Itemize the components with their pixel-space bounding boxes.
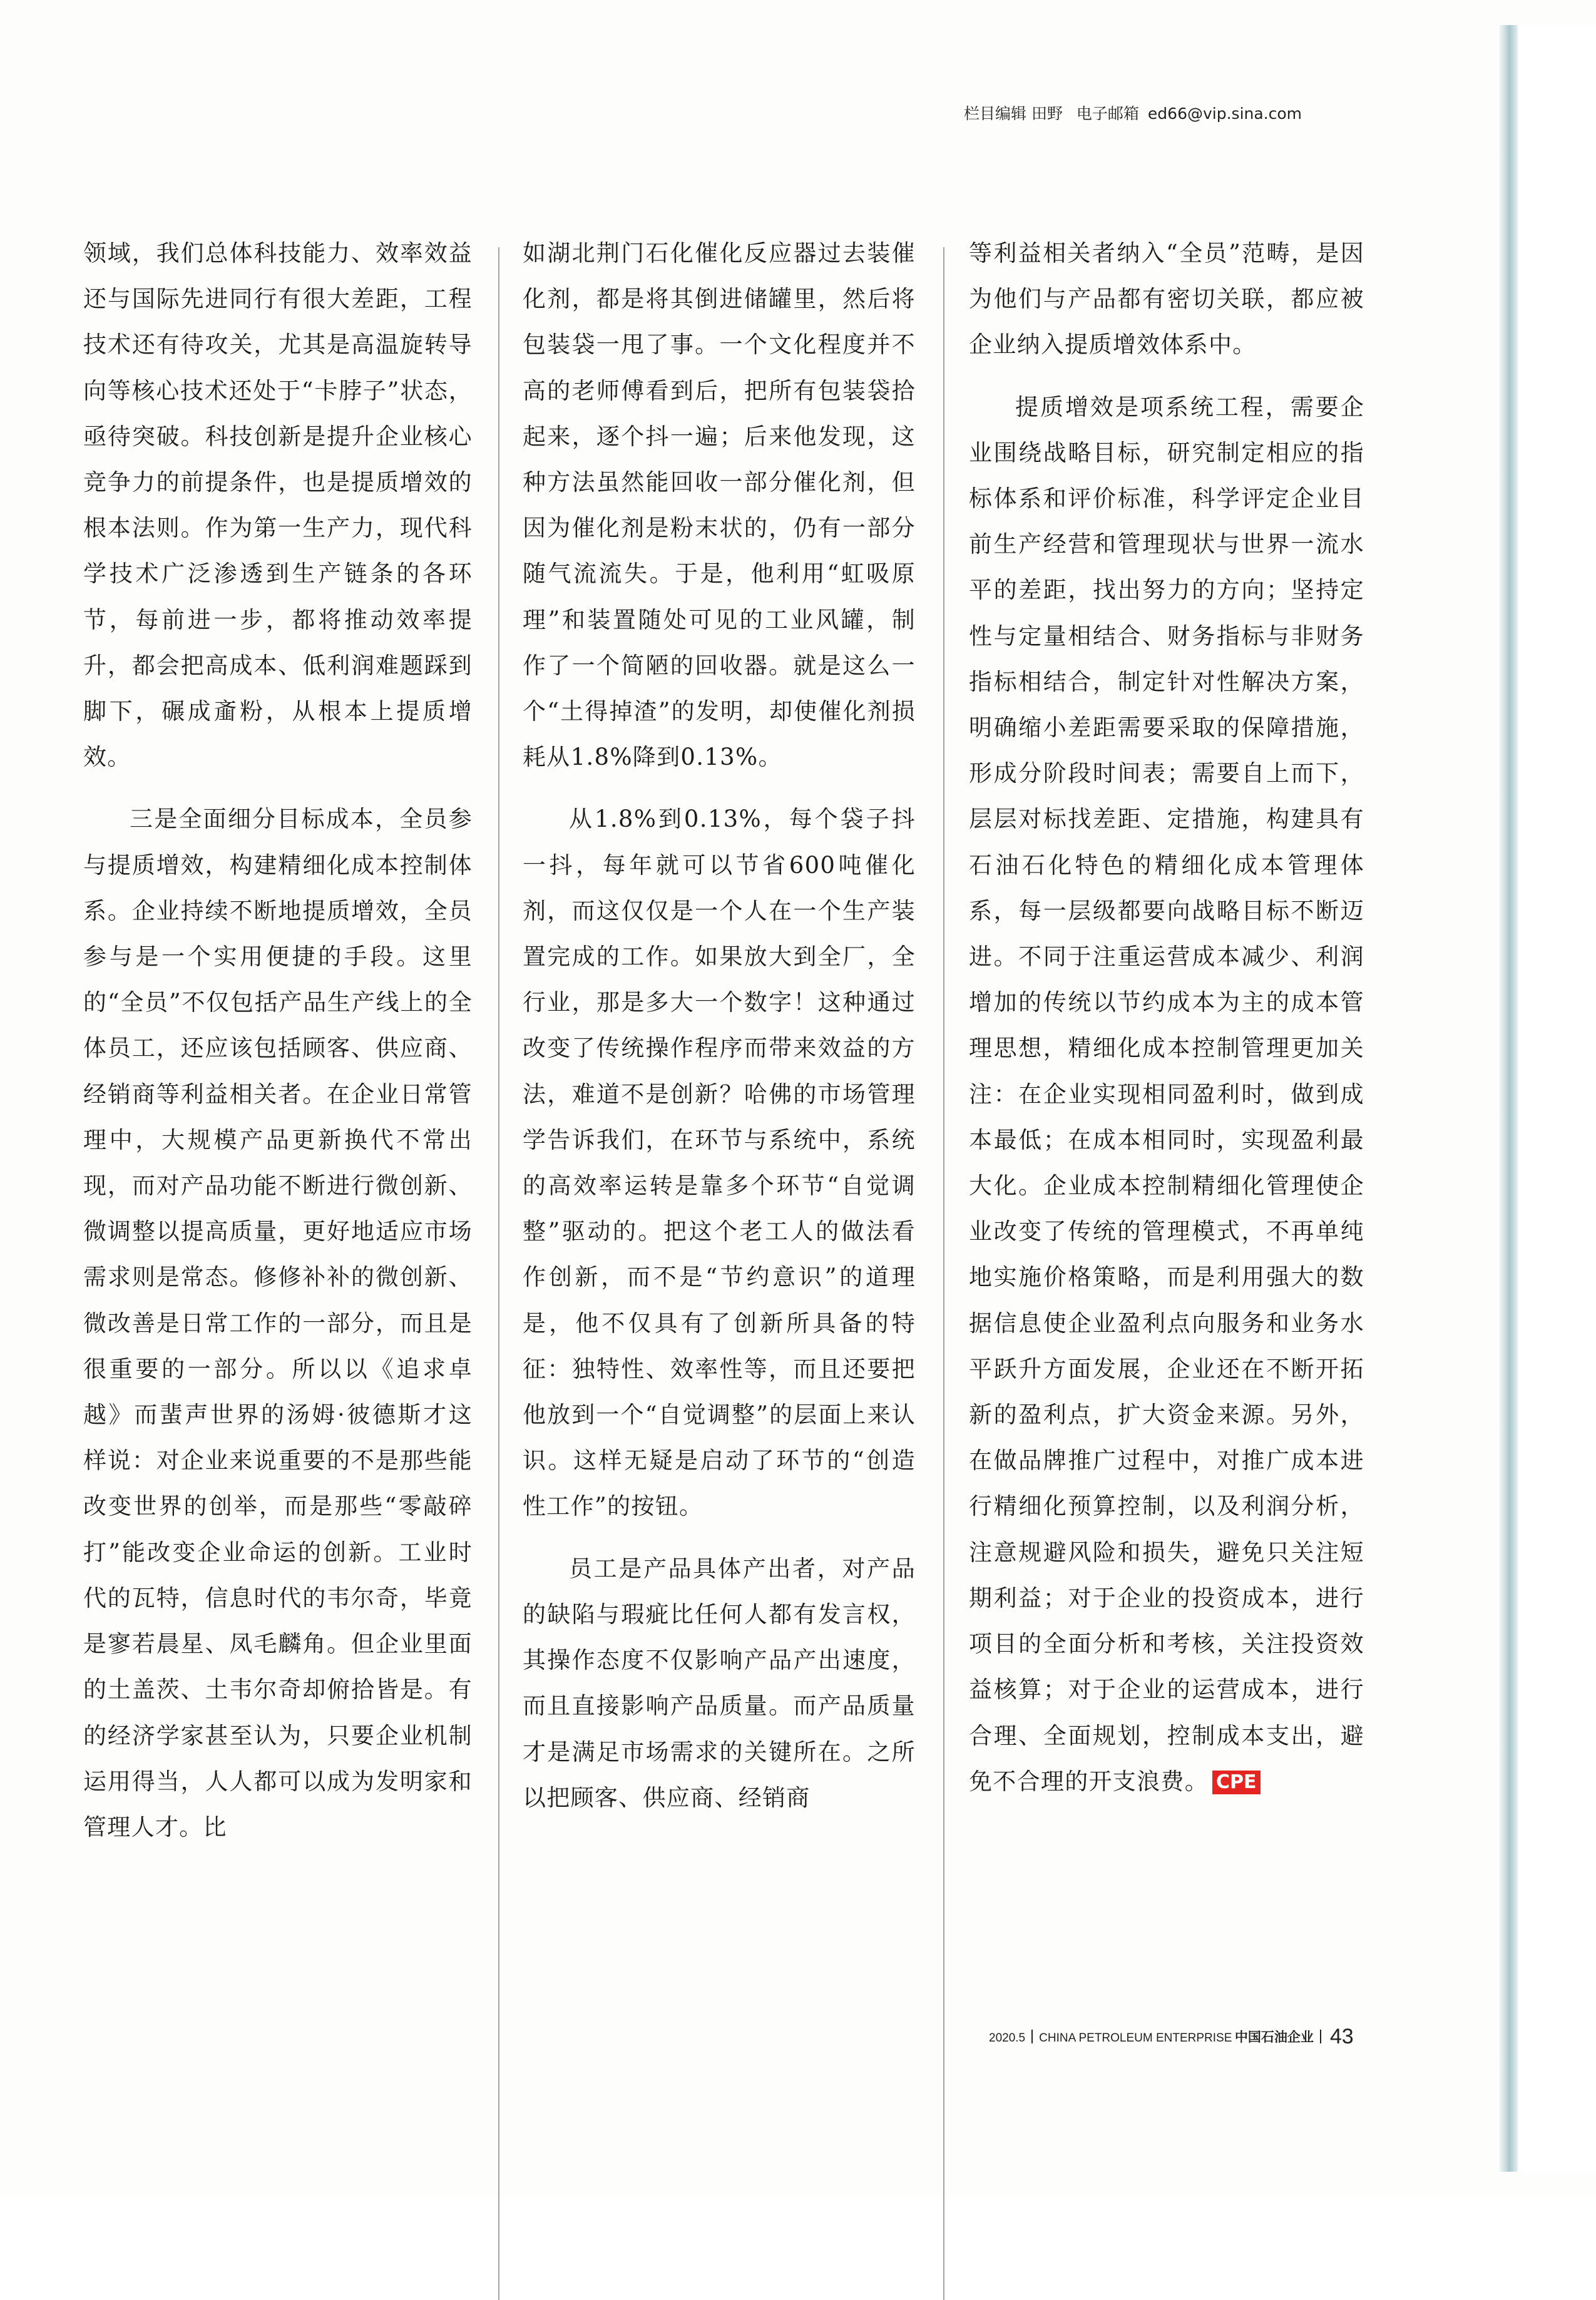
paragraph: 等利益相关者纳入“全员”范畴，是因为他们与产品都有密切关联，都应被企业纳入提质增效体系中。: [969, 240, 1364, 359]
column-divider: [498, 247, 499, 2300]
page-header: [964, 101, 1364, 124]
cpe-end-mark-icon: CPE: [1212, 1771, 1261, 1794]
footer-separator: [1320, 2030, 1321, 2043]
magazine-name-cn: 中国石油企业: [1234, 2029, 1314, 2045]
text-column-3: [969, 230, 1364, 1821]
paragraph: 三是全面细分目标成本，全员参与提质增效，构建精细化成本控制体系。企业持续不断地提质增效，全员参与是一个实用便捷的手段。这里的“全员”不仅包括产品生产线上的全体员工，还应该包括顾客、供应商、经销商等利益相关者。在企业日常管理中，大规模产品更新换代不常出现，而对产品功能不断进行微创新、微调整以提高质量，更好地适应市场需求则是常态。修修补补的微创新、微改善是日常工作的一部分，而且是很重要的一部分。所以以《追求卓越》而蜚声世界的汤姆·彼德斯才这样说：对企业来说重要的不是那些能改变世界的创举，而是那些“零敲碎打”能改变企业命运的创新。工业时代的瓦特，信息时代的韦尔奇，毕竟是寥若晨星、凤毛麟角。但企业里面的土盖茨、土韦尔奇却俯拾皆是。有的经济学家甚至认为，只要企业机制运用得当，人人都可以成为发明家和管理人才。比: [83, 805, 473, 1841]
issue-number: 2020.5: [989, 2032, 1026, 2045]
page-number: 43: [1329, 2025, 1354, 2048]
paragraph: 从1.8%到0.13%，每个袋子抖一抖，每年就可以节省600吨催化剂，而这仅仅是一个人在一个生产装置完成的工作。如果放大到全厂，全行业，那是多大一个数字！这种通过改变了传统操作程序而带来效益的方法，难道不是创新？哈佛的市场管理学告诉我们，在环节与系统中，系统的高效率运转是靠多个环节“自觉调整”驱动的。把这个老工人的做法看作创新，而不是“节约意识”的道理是，他不仅具有了创新所具备的特征：独特性、效率性等，而且还要把他放到一个“自觉调整”的层面上来认识。这样无疑是启动了环节的“创造性工作”的按钮。: [523, 805, 916, 1520]
footer-separator: [1031, 2030, 1033, 2043]
paragraph: 领域，我们总体科技能力、效率效益还与国际先进同行有很大差距，工程技术还有待攻关，尤其是高温旋转导向等核心技术还处于“卡脖子”状态，亟待突破。科技创新是提升企业核心竞争力的前提条件，也是提质增效的根本法则。作为第一生产力，现代科学技术广泛渗透到生产链条的各环节，每前进一步，都将推动效率提升，都会把高成本、低利润难题踩到脚下，碾成齑粉，从根本上提质增效。: [83, 240, 473, 771]
column-divider: [943, 247, 944, 2300]
paragraph-text: 提质增效是项系统工程，需要企业围绕战略目标，研究制定相应的指标体系和评价标准，科学评定企业目前生产经营和管理现状与世界一流水平的差距，找出努力的方向；坚持定性与定量相结合、财务指标与非财务指标相结合，制定针对性解决方案，明确缩小差距需要采取的保障措施，形成分阶段时间表；需要自上而下，层层对标找差距、定措施，构建具有石油石化特色的精细化成本管理体系，每一层级都要向战略目标不断迈进。不同于注重运营成本减少、利润增加的传统以节约成本为主的成本管理思想，精细化成本控制管理更加关注：在企业实现相同盈利时，做到成本最低；在成本相同时，实现盈利最大化。企业成本控制精细化管理使企业改变了传统的管理模式，不再单纯地实施价格策略，而是利用强大的数据信息使企业盈利点向服务和业务水平跃升方面发展，企业还在不断开拓新的盈利点，扩大资金来源。另外，在做品牌推广过程中，对推广成本进行精细化预算控制，以及利润分析，注意规避风险和损失，避免只关注短期利益；对于企业的投资成本，进行项目的全面分析和考核，关注投资效益核算；对于企业的运营成本，进行合理、全面规划，控制成本支出，避免不合理的开支浪费。: [969, 393, 1364, 1795]
email-address: ed66@vip.sina.com: [1147, 105, 1302, 123]
paragraph-last: [969, 384, 1364, 1804]
scan-margin: [1518, 25, 1596, 2172]
paragraph: 员工是产品具体产出者，对产品的缺陷与瑕疵比任何人都有发言权，其操作态度不仅影响产品产出速度，而且直接影响产品质量。而产品质量才是满足市场需求的关键所在。之所以把顾客、供应商、经销商: [523, 1555, 916, 1811]
magazine-name-en: CHINA PETROLEUM ENTERPRISE: [1039, 2032, 1232, 2045]
scan-edge-strip: [1499, 25, 1518, 2172]
text-column-2: [523, 230, 916, 1837]
text-column-1: [83, 230, 473, 1866]
paragraph: 如湖北荆门石化催化反应器过去装催化剂，都是将其倒进储罐里，然后将包装袋一甩了事。一个文化程度并不高的老师傅看到后，把所有包装袋拾起来，逐个抖一遍；后来他发现，这种方法虽然能回收一部分催化剂，但因为催化剂是粉末状的，仍有一部分随气流流失。于是，他利用“虹吸原理”和装置随处可见的工业风罐，制作了一个简陋的回收器。就是这么一个“土得掉渣”的发明，却使催化剂损耗从1.8%降到0.13%。: [523, 240, 916, 771]
email-label: 电子邮箱: [1076, 105, 1139, 123]
page-footer: [989, 2025, 1354, 2049]
column-editor: 栏目编辑 田野: [964, 105, 1063, 123]
